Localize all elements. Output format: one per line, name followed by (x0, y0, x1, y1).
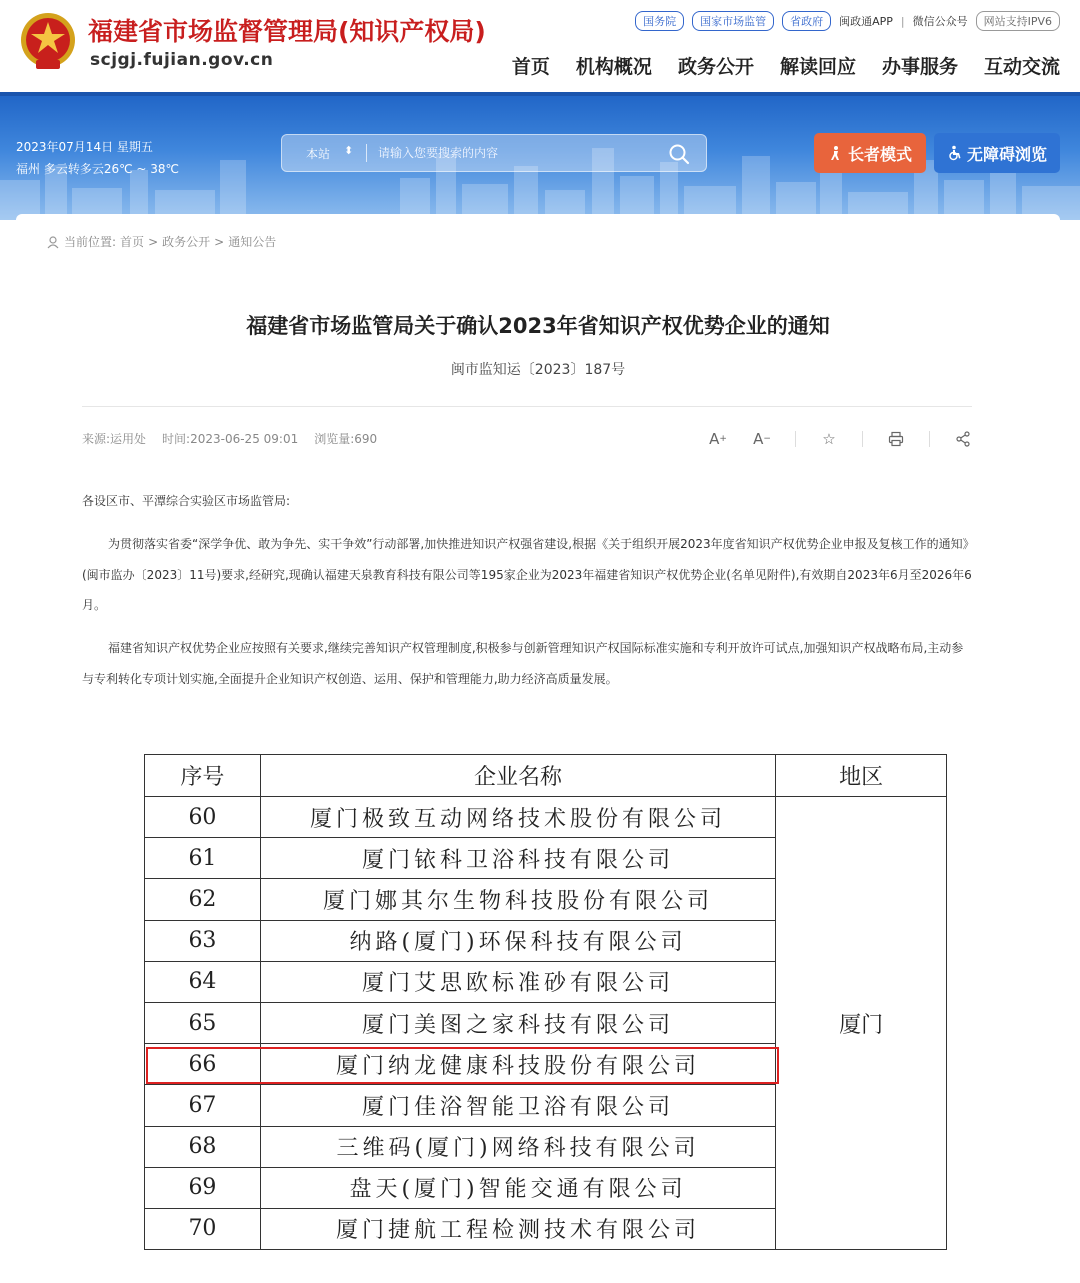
font-increase-icon[interactable]: A + (709, 430, 727, 448)
accessibility-button[interactable] (934, 133, 1060, 173)
company-name: 厦门极致互动网络技术股份有限公司 (260, 797, 775, 838)
top-links (635, 11, 1060, 31)
article-greeting: 各设区市、平潭综合实验区市场监管局: (82, 494, 291, 508)
enterprise-table (144, 754, 947, 1250)
link-app[interactable]: 闽政通APP (839, 15, 893, 28)
row-number: 70 (145, 1208, 261, 1249)
search-box (281, 134, 707, 172)
row-number: 64 (145, 961, 261, 1002)
row-number: 66 (145, 1044, 261, 1085)
company-name: 厦门艾思欧标准砂有限公司 (260, 961, 775, 1002)
breadcrumb-home[interactable]: 首页 (120, 235, 145, 249)
link-state-council[interactable]: 国务院 (635, 11, 684, 31)
nav-services[interactable]: 办事服务 (881, 56, 958, 78)
row-number: 62 (145, 879, 261, 920)
article-meta (82, 430, 377, 447)
print-icon[interactable] (885, 428, 907, 450)
search-divider (366, 144, 367, 162)
link-wechat[interactable]: 微信公众号 (912, 15, 968, 28)
emblem-logo[interactable] (18, 10, 78, 72)
date-weather (16, 136, 179, 180)
nav-gov-affairs[interactable]: 政务公开 (677, 56, 754, 78)
breadcrumb-label: 当前位置: (64, 235, 117, 249)
header-company: 企业名称 (260, 755, 775, 797)
row-number: 60 (145, 797, 261, 838)
company-name: 厦门捷航工程检测技术有限公司 (260, 1208, 775, 1249)
nav-interpretation[interactable]: 解读回应 (779, 56, 856, 78)
article-views: 浏览量:690 (314, 432, 378, 446)
row-number: 67 (145, 1085, 261, 1126)
search-input[interactable] (378, 141, 648, 165)
company-name: 三维码(厦门)网络科技有限公司 (260, 1126, 775, 1167)
row-number: 63 (145, 920, 261, 961)
row-number: 68 (145, 1126, 261, 1167)
company-name: 纳路(厦门)环保科技有限公司 (260, 920, 775, 961)
company-name: 厦门娜其尔生物科技股份有限公司 (260, 879, 775, 920)
table-header-row (145, 755, 947, 797)
breadcrumb-notices[interactable]: 通知公告 (228, 235, 277, 249)
star-icon[interactable]: ☆ (822, 430, 836, 448)
document-number: 闽市监知运〔2023〕187号 (450, 362, 626, 378)
company-name: 厦门佳浴智能卫浴有限公司 (260, 1085, 775, 1126)
article-source: 来源:运用处 (82, 432, 147, 446)
row-number: 69 (145, 1167, 261, 1208)
article-time: 时间:2023-06-25 09:01 (162, 432, 299, 446)
font-decrease-icon[interactable]: A − (753, 430, 771, 448)
row-number: 65 (145, 1002, 261, 1043)
weather-info: 福州 多云转多云26℃ ~ 38℃ (16, 162, 179, 176)
breadcrumb (46, 233, 276, 250)
site-domain: scjgj.fujian.gov.cn (90, 50, 274, 70)
site-title[interactable]: 福建省市场监督管理局(知识产权局) (88, 17, 486, 46)
region-cell: 厦门 (776, 797, 947, 1250)
site-header (0, 0, 1080, 92)
header-number: 序号 (145, 755, 261, 797)
table-row (145, 797, 947, 838)
current-date: 2023年07月14日 星期五 (16, 140, 153, 154)
link-samr[interactable]: 国家市场监管 (692, 11, 774, 31)
divider (929, 431, 930, 447)
breadcrumb-gov-affairs[interactable]: 政务公开 (162, 235, 211, 249)
header-region: 地区 (776, 755, 947, 797)
wheelchair-icon (947, 145, 963, 161)
location-icon (46, 235, 60, 249)
nav-home[interactable]: 首页 (511, 56, 550, 78)
search-scope-select[interactable]: 本站 (306, 147, 331, 161)
link-province-gov[interactable]: 省政府 (782, 11, 831, 31)
nav-about[interactable]: 机构概况 (575, 56, 652, 78)
sort-caret-icon[interactable]: ⬍ (344, 144, 354, 157)
ipv6-badge: 网站支持IPV6 (976, 11, 1060, 31)
content-card (16, 214, 1060, 706)
article-title: 福建省市场监管局关于确认2023年省知识产权优势企业的通知 (246, 314, 830, 338)
accessibility-label: 无障碍浏览 (966, 144, 1047, 164)
nav-interaction[interactable]: 互动交流 (983, 56, 1060, 78)
company-name: 厦门铱科卫浴科技有限公司 (260, 838, 775, 879)
main-nav (512, 52, 1060, 79)
search-icon[interactable] (668, 143, 690, 165)
share-icon[interactable] (952, 428, 974, 450)
breadcrumb-sep: > (148, 234, 159, 249)
divider (795, 431, 796, 447)
divider (862, 431, 863, 447)
enterprise-list-section (0, 706, 1080, 1283)
breadcrumb-sep: > (214, 234, 225, 249)
divider: | (900, 14, 905, 28)
article-paragraph-2: 福建省知识产权优势企业应按照有关要求,继续完善知识产权管理制度,积极参与创新管理知识产权国际标准实施和专利开放许可试点,加强知识产权战略布局,主动参与专利转化专项计划实施,全面提升企业知识产权创造、运用、保护和管理能力,助力经济高质量发展。 (82, 641, 964, 686)
elder-mode-label: 长者模式 (847, 144, 912, 164)
row-number: 61 (145, 838, 261, 879)
elder-icon (828, 145, 844, 161)
elder-mode-button[interactable] (814, 133, 926, 173)
article-paragraph-1: 为贯彻落实省委“深学争优、敢为争先、实干争效”行动部署,加快推进知识产权强省建设,根据《关于组织开展2023年度省知识产权优势企业申报及复核工作的通知》(闽市监办〔2023〕11号)要求,经研究,现确认福建天泉教育科技有限公司等195家企业为2023年福建省知识产权优势企业(名单见附件),有效期自2023年6月至2026年6月。 (82, 537, 972, 612)
company-name: 盘天(厦门)智能交通有限公司 (260, 1167, 775, 1208)
divider (82, 406, 972, 407)
company-name: 厦门纳龙健康科技股份有限公司 (260, 1044, 775, 1085)
article-tools (685, 428, 974, 450)
company-name: 厦门美图之家科技有限公司 (260, 1002, 775, 1043)
